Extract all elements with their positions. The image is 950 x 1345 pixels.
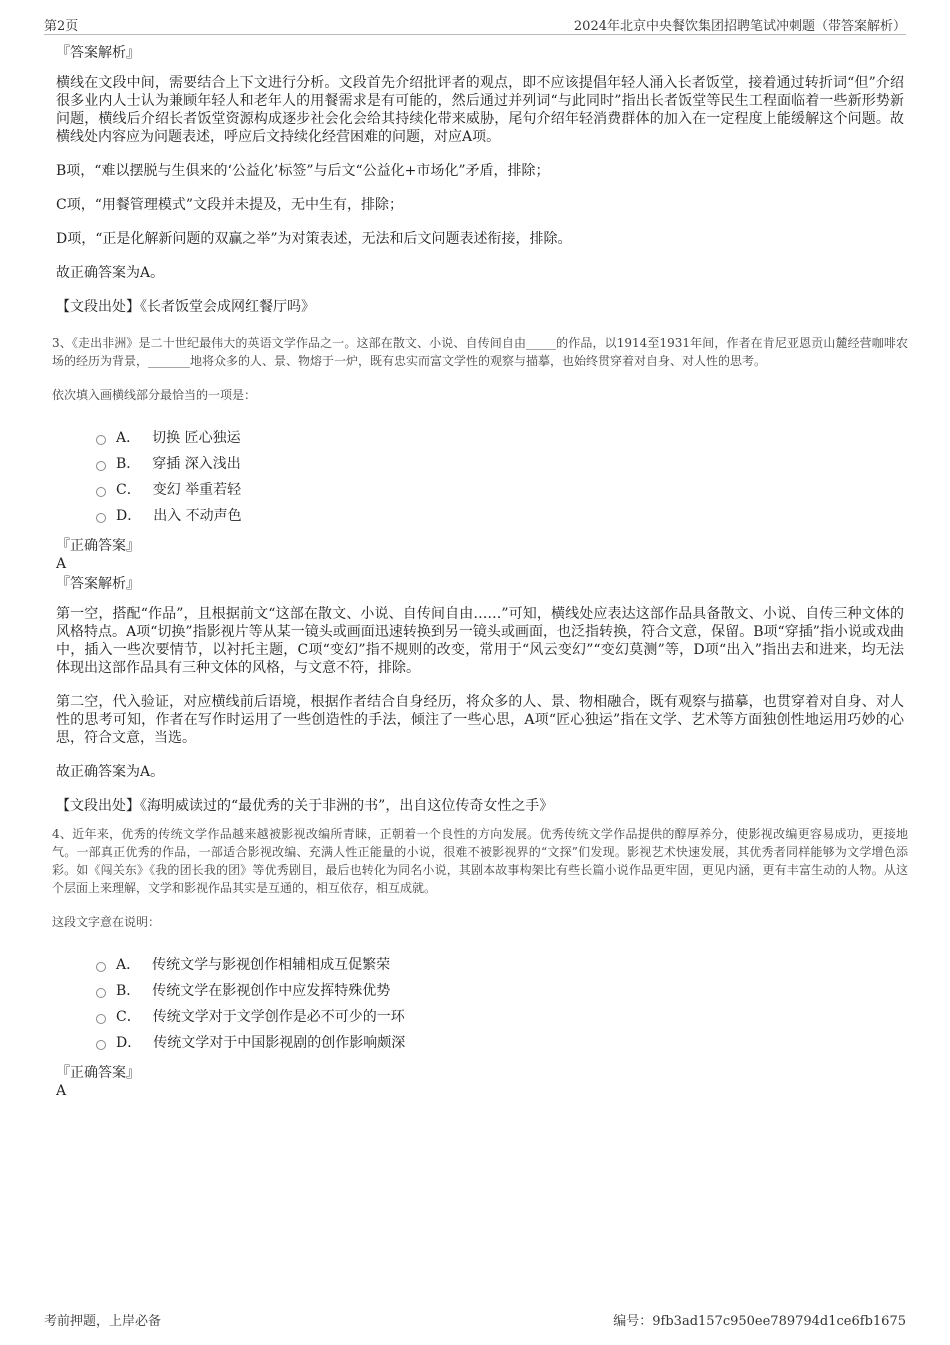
option-b[interactable] — [96, 451, 904, 477]
analysis-conclusion: 故正确答案为A。 — [56, 265, 165, 281]
option-letter: A． — [116, 957, 141, 973]
radio-icon[interactable] — [96, 487, 106, 497]
analysis-conclusion: 故正确答案为A。 — [56, 764, 165, 780]
option-a[interactable] — [96, 425, 904, 451]
analysis-source: 【文段出处】《长者饭堂会成网红餐厅吗》 — [56, 299, 315, 315]
analysis-source: 【文段出处】《海明威读过的“最优秀的关于非洲的书”，出自这位传奇女性之手》 — [56, 798, 554, 814]
question-2-analysis — [56, 44, 904, 316]
option-letter: C． — [116, 482, 141, 498]
option-text: 传统文学对于中国影视剧的创作影响颇深 — [153, 1035, 406, 1051]
option-letter: A． — [116, 430, 141, 446]
radio-icon[interactable] — [96, 513, 106, 523]
option-d[interactable] — [96, 503, 904, 529]
option-text: 传统文学对于文学创作是必不可少的一环 — [152, 1009, 405, 1025]
answer-value: A — [56, 1083, 67, 1099]
document-title: 2024年北京中央餐饮集团招聘笔试冲刺题（带答案解析） — [573, 19, 906, 34]
radio-icon[interactable] — [96, 962, 106, 972]
footer-slogan: 考前押题，上岸必备 — [44, 1314, 162, 1329]
option-c[interactable] — [96, 477, 904, 503]
option-letter: B． — [116, 983, 141, 999]
analysis-paragraph: 横线在文段中间，需要结合上下文进行分析。文段首先介绍批评者的观点，即不应该提倡年轻人涌入长者饭堂，接着通过转折词“但”介绍很多业内人士认为兼顾年轻人和老年人的用餐需求是有可能的，然后通过并列词“与此同时”指出长者饭堂等民生工程面临着一些新形势新问题，横线后介绍长者饭堂资源构成逐步社会化会给其持续化带来威胁，尾句介绍年轻消费群体的加入在一定程度上能缓解这个问题。故横线处内容应为问题表述，呼应后文持续化经营困难的问题，对应A项。 — [56, 75, 904, 145]
radio-icon[interactable] — [96, 1014, 106, 1024]
question-3 — [52, 334, 908, 815]
radio-icon[interactable] — [96, 1040, 106, 1050]
page-content — [52, 44, 908, 1100]
option-letter: D． — [116, 1035, 142, 1051]
option-text: 出入 不动声色 — [153, 508, 242, 524]
option-text: 穿插 深入浅出 — [152, 456, 241, 472]
radio-icon[interactable] — [96, 988, 106, 998]
option-a[interactable] — [96, 952, 904, 978]
analysis-paragraph-2: 第二空，代入验证，对应横线前后语境，根据作者结合自身经历，将众多的人、景、物相融合，既有观察与描摹，也贯穿着对自身、对人性的思考可知，作者在写作时运用了一些创造性的手法，倾注了一些心思，A项“匠心独运”指在文学、艺术等方面独创性地运用巧妙的心思，符合文意，当选。 — [56, 694, 904, 746]
answer-value: A — [56, 556, 67, 572]
option-d[interactable] — [96, 1030, 904, 1056]
analysis-option-b: B项，“难以摆脱与生俱来的‘公益化’标签”与后文“公益化+市场化”矛盾，排除； — [56, 163, 550, 179]
radio-icon[interactable] — [96, 461, 106, 471]
option-letter: B． — [116, 456, 141, 472]
question-stem: 4、近年来，优秀的传统文学作品越来越被影视改编所青睐，正朝着一个良性的方向发展。优秀传统文学作品提供的醇厚养分，使影视改编更容易成功，更接地气。一部真正优秀的作品，一部适合影视改编、充满人性正能量的小说，很难不被影视界的“文探”们发现。影视艺术快速发展，其优秀者同样能够为文学增色添彩。如《闯关东》《我的团长我的团》等优秀剧目，最后也转化为同名小说，其剧本故事构架比有些长篇小说作品更牢固，更见内涵，更有丰富生动的人物。从这个层面上来理解，文学和影视作品其实是互通的，相互依存，相互成就。 — [52, 827, 908, 895]
option-letter: C． — [116, 1009, 141, 1025]
option-c[interactable] — [96, 1004, 904, 1030]
question-4 — [52, 825, 908, 1100]
document-code: 编号：9fb3ad157c950ee789794d1ce6fb1675 — [613, 1314, 906, 1329]
page-header — [44, 12, 906, 35]
answer-label: 『正确答案』 — [56, 1065, 140, 1081]
option-text: 传统文学在影视创作中应发挥特殊优势 — [152, 983, 391, 999]
analysis-label: 『答案解析』 — [56, 576, 140, 592]
analysis-label: 『答案解析』 — [56, 45, 140, 61]
analysis-option-c: C项，“用餐管理模式”文段并未提及，无中生有，排除； — [56, 197, 404, 213]
option-letter: D． — [116, 508, 142, 524]
analysis-option-d: D项，“正是化解新问题的双赢之举”为对策表述，无法和后文问题表述衔接，排除。 — [56, 231, 572, 247]
option-b[interactable] — [96, 978, 904, 1004]
question-prompt: 依次填入画横线部分最恰当的一项是： — [52, 388, 257, 402]
question-prompt: 这段文字意在说明： — [52, 915, 161, 929]
analysis-paragraph-1: 第一空，搭配“作品”，且根据前文“这部在散文、小说、自传间自由……”可知，横线处应表达这部作品具备散文、小说、自传三种文体的风格特点。A项“切换”指影视片等从某一镜头或画面迅速转换到另一镜头或画面，也泛指转换，符合文意，保留。B项“穿插”指小说或戏曲中，插入一些次要情节，以衬托主题，C项“变幻”指不规则的改变，常用于“风云变幻”“变幻莫测”等，D项“出入”指出去和进来，均无法体现出这部作品具有三种文体的风格，与文意不符，排除。 — [56, 606, 904, 676]
answer-label: 『正确答案』 — [56, 538, 140, 554]
option-text: 传统文学与影视创作相辅相成互促繁荣 — [152, 957, 391, 973]
option-text: 切换 匠心独运 — [152, 430, 241, 446]
option-list — [96, 425, 904, 529]
option-text: 变幻 举重若轻 — [152, 482, 242, 498]
option-list — [96, 952, 904, 1056]
page-number: 第2页 — [44, 19, 79, 34]
question-stem: 3、《走出非洲》是二十世纪最伟大的英语文学作品之一。这部在散文、小说、自传间自由_____的作品，以1914至1931年间，作者在肯尼亚恩贡山麓经营咖啡农场的经历为背景，_______地将众多的人、景、物熔于一炉，既有忠实而富文学性的观察与描摹，也始终贯穿着对自身、对人性的思考。 — [52, 336, 908, 368]
radio-icon[interactable] — [96, 435, 106, 445]
